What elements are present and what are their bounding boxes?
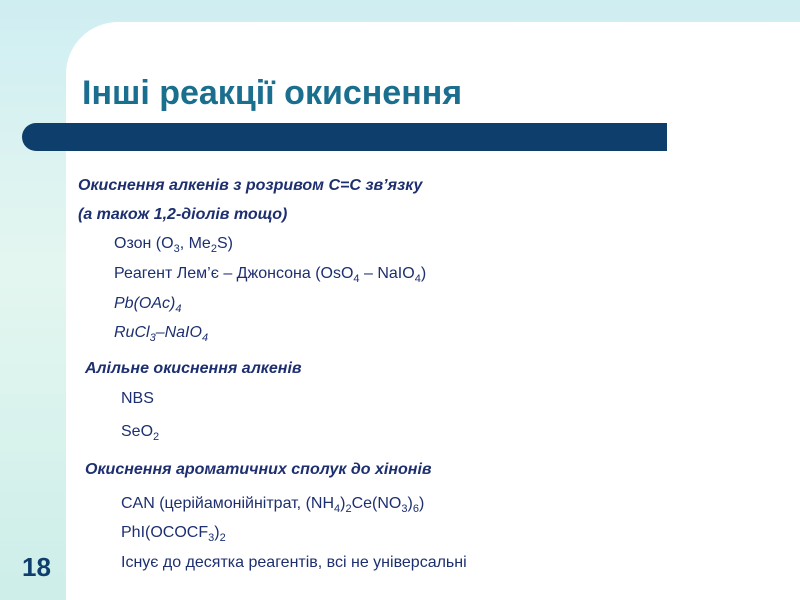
bullet-nbs: NBS [107,390,154,408]
section-heading-allylic-oxidation: Алільне окиснення алкенів [85,360,302,377]
bullet-reagents-note: Існує до десятка реагентів, всі не універсальні [107,554,467,572]
bullet-box-icon [107,496,120,510]
bullet-box-icon [107,555,120,569]
bullet-box-icon [107,424,120,438]
bullet-box-icon [100,236,113,250]
section-heading-aromatic-quinones: Окиснення ароматичних сполук до хінонів [85,461,432,478]
bullet-box-icon [100,266,113,280]
bullet-can: CAN (церійамонійнітрат, $(NH_4)_2Ce(NO_3)_6$) [107,495,424,515]
section-heading-alkene-cleavage-note: (а також 1,2-діолів тощо) [78,206,288,223]
bullet-seo2: SeO$_2$ [107,423,159,443]
bullet-ozone: Озон ($O_3$, $Me_2S$) [100,235,233,255]
page-number: 18 [22,552,51,582]
bullet-ruthenium-periodate: RuCl$_3$–NaIO$_4$ [100,324,208,344]
bullet-lemieux-johnson: Реагент Лем’є – Джонсона (OsO$_4$ – NaIO$_4$) [100,265,426,285]
bullet-lead-tetraacetate: $Pb(OAc)_4$ [100,295,181,315]
bullet-box-icon [100,296,113,310]
bullet-box-icon [107,391,120,405]
slide-title: Інші реакції окиснення [82,74,463,112]
section-heading-alkene-cleavage: Окиснення алкенів з розривом С=С зв’язку [78,177,423,194]
bullet-box-icon [100,325,113,339]
bullet-box-icon [107,525,120,539]
bullet-phi-ococf3: $PhI(OCOCF_3)_2$ [107,524,226,544]
title-divider-bar [22,123,667,151]
